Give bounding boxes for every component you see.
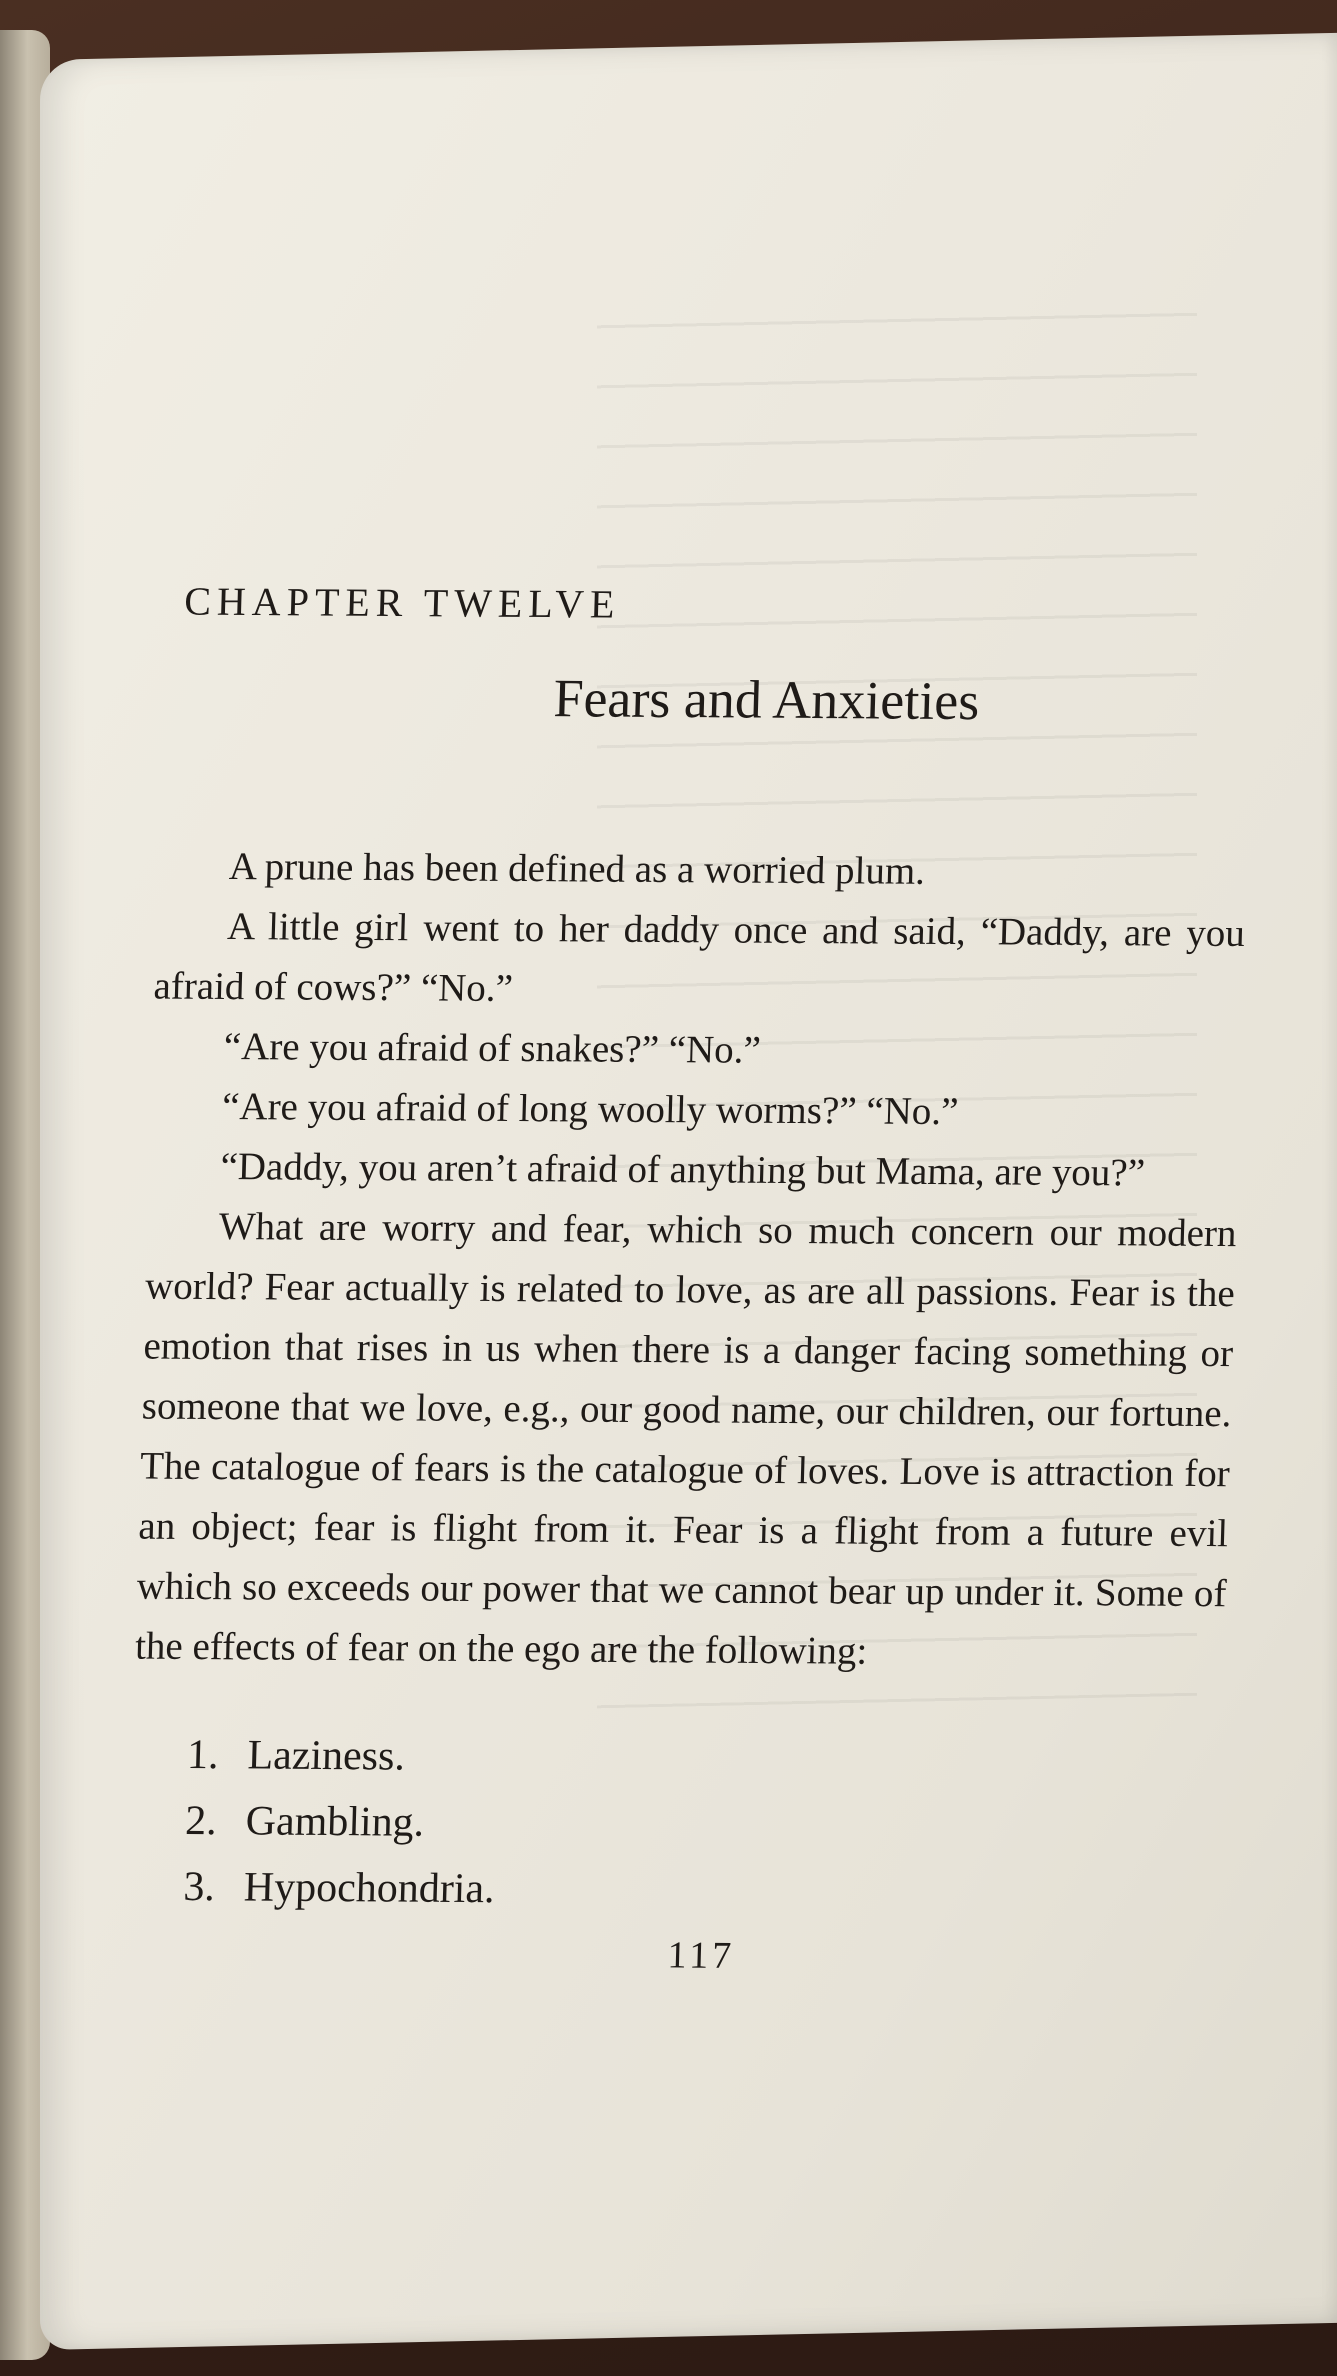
list-text: Gambling. xyxy=(245,1798,425,1846)
paragraph: A prune has been defined as a worried plum. xyxy=(228,844,926,893)
body-text xyxy=(134,836,1247,1684)
chapter-title: Fears and Anxieties xyxy=(552,668,981,732)
paragraph: “Daddy, you aren’t afraid of anything but Mama, are you?” xyxy=(219,1144,1146,1195)
page-content xyxy=(126,577,1255,1981)
paragraph: “Are you afraid of long woolly worms?” “No.” xyxy=(221,1084,959,1134)
list-number: 3. xyxy=(182,1864,216,1911)
page-number: 117 xyxy=(667,1934,736,1977)
list-text: Laziness. xyxy=(246,1732,406,1780)
list-text: Hypochondria. xyxy=(243,1864,496,1913)
list-number: 2. xyxy=(184,1798,218,1845)
list-item xyxy=(184,1788,1220,1861)
list-number: 1. xyxy=(186,1731,220,1779)
chapter-label: CHAPTER TWELVE xyxy=(183,578,622,627)
effects-list xyxy=(183,1722,1223,1927)
paragraph: What are worry and fear, which so much concern our modern world? Fear actually is related to love, as are all passions. Fear is the emotion that rises in us when there is a danger facing something or someone that we love, e.g., our good name, our children, our fortune. The catalogue of fears is the catalogue of loves. Love is attraction for an object; fear is flight from it. Fear is a flight from a future evil which so exceeds our power that we cannot bear up under it. Some of the effects of fear on the ego are the following: xyxy=(134,1205,1238,1673)
list-item xyxy=(186,1722,1222,1795)
paragraph: A little girl went to her daddy once and said, “Daddy, are you afraid of cows?” “No.” xyxy=(152,904,1246,1010)
list-item xyxy=(183,1854,1219,1927)
book-page xyxy=(40,33,1337,2350)
paragraph: “Are you afraid of snakes?” “No.” xyxy=(223,1024,762,1072)
